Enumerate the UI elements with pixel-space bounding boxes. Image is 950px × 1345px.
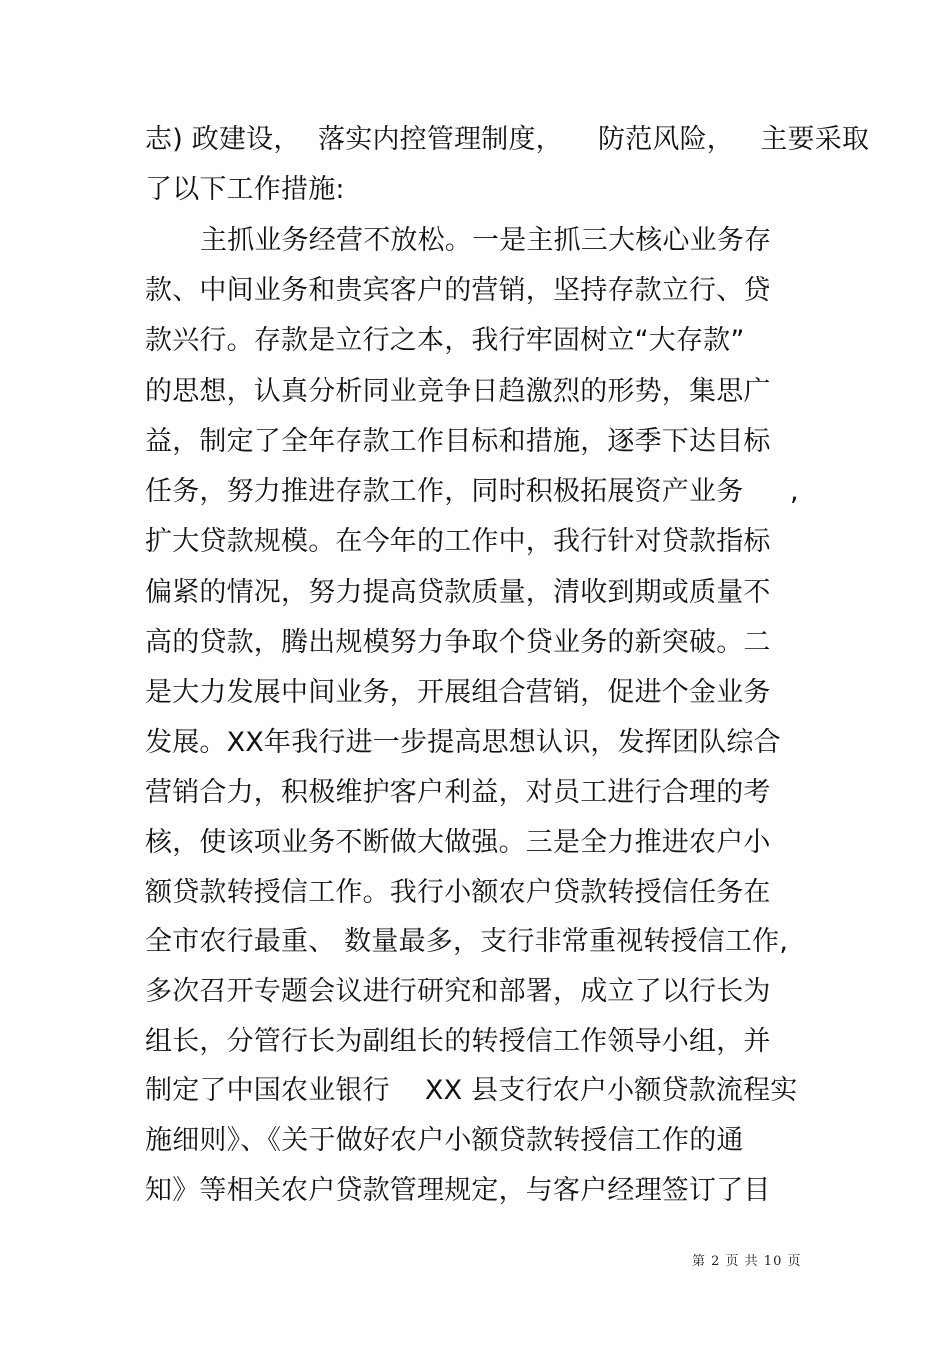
text-line-8: 任务，努力推进存款工作，同时积极拓展资产业务 <box>145 476 744 507</box>
text-line-14: 营销合力，积极维护客户利益，对员工进行合理的考 <box>145 777 771 808</box>
text-line-22: 知》等相关农户贷款管理规定，与客户经理签订了目 <box>145 1175 771 1206</box>
trailing-comma: , <box>790 476 799 507</box>
text-line-16: 额贷款转授信工作。我行小额农户贷款转授信任务在 <box>145 877 771 908</box>
text-line-2: 了以下工作措施: <box>145 174 345 205</box>
text-line-21: 施细则》、《关于做好农户小额贷款转授信工作的通 <box>145 1125 744 1156</box>
text-line-18: 多次召开专题会议进行研究和部署，成立了以行长为 <box>145 976 771 1007</box>
text-line-9: 扩大贷款规模。在今年的工作中，我行针对贷款指标 <box>145 526 771 557</box>
text-line-13: 发展。XX年我行进一步提高思想认识，发挥团队综合 <box>145 727 781 758</box>
text-line-15: 核，使该项业务不断做大做强。三是全力推进农户小 <box>145 827 771 858</box>
text-line-1: 志) 政建设， 落实内控管理制度， 防范风险， 主要采取 <box>145 124 870 155</box>
text-line-5: 款兴行。存款是立行之本，我行牢固树立“大存款” <box>145 325 745 356</box>
text-line-3: 主抓业务经营不放松。一是主抓三大核心业务存 <box>200 225 772 256</box>
text-line-12: 是大力发展中间业务，开展组合营销，促进个金业务 <box>145 677 771 708</box>
text-line-17: 全市农行最重、 数量最多，支行非常重视转授信工作, <box>145 926 789 957</box>
text-line-20: 制定了中国农业银行 XX 县支行农户小额贷款流程实 <box>145 1075 798 1106</box>
text-line-10: 偏紧的情况，努力提高贷款质量，清收到期或质量不 <box>145 577 771 608</box>
text-line-4: 款、中间业务和贵宾客户的营销，坚持存款立行、贷 <box>145 275 771 306</box>
page-number-footer: 第 2 页 共 10 页 <box>692 1254 802 1269</box>
text-line-11: 高的贷款，腾出规模努力争取个贷业务的新突破。二 <box>145 627 771 658</box>
text-line-19: 组长，分管行长为副组长的转授信工作领导小组，并 <box>145 1026 771 1057</box>
text-line-6: 的思想，认真分析同业竞争日趋激烈的形势，集思广 <box>145 376 771 407</box>
text-line-7: 益，制定了全年存款工作目标和措施，逐季下达目标 <box>145 426 771 457</box>
